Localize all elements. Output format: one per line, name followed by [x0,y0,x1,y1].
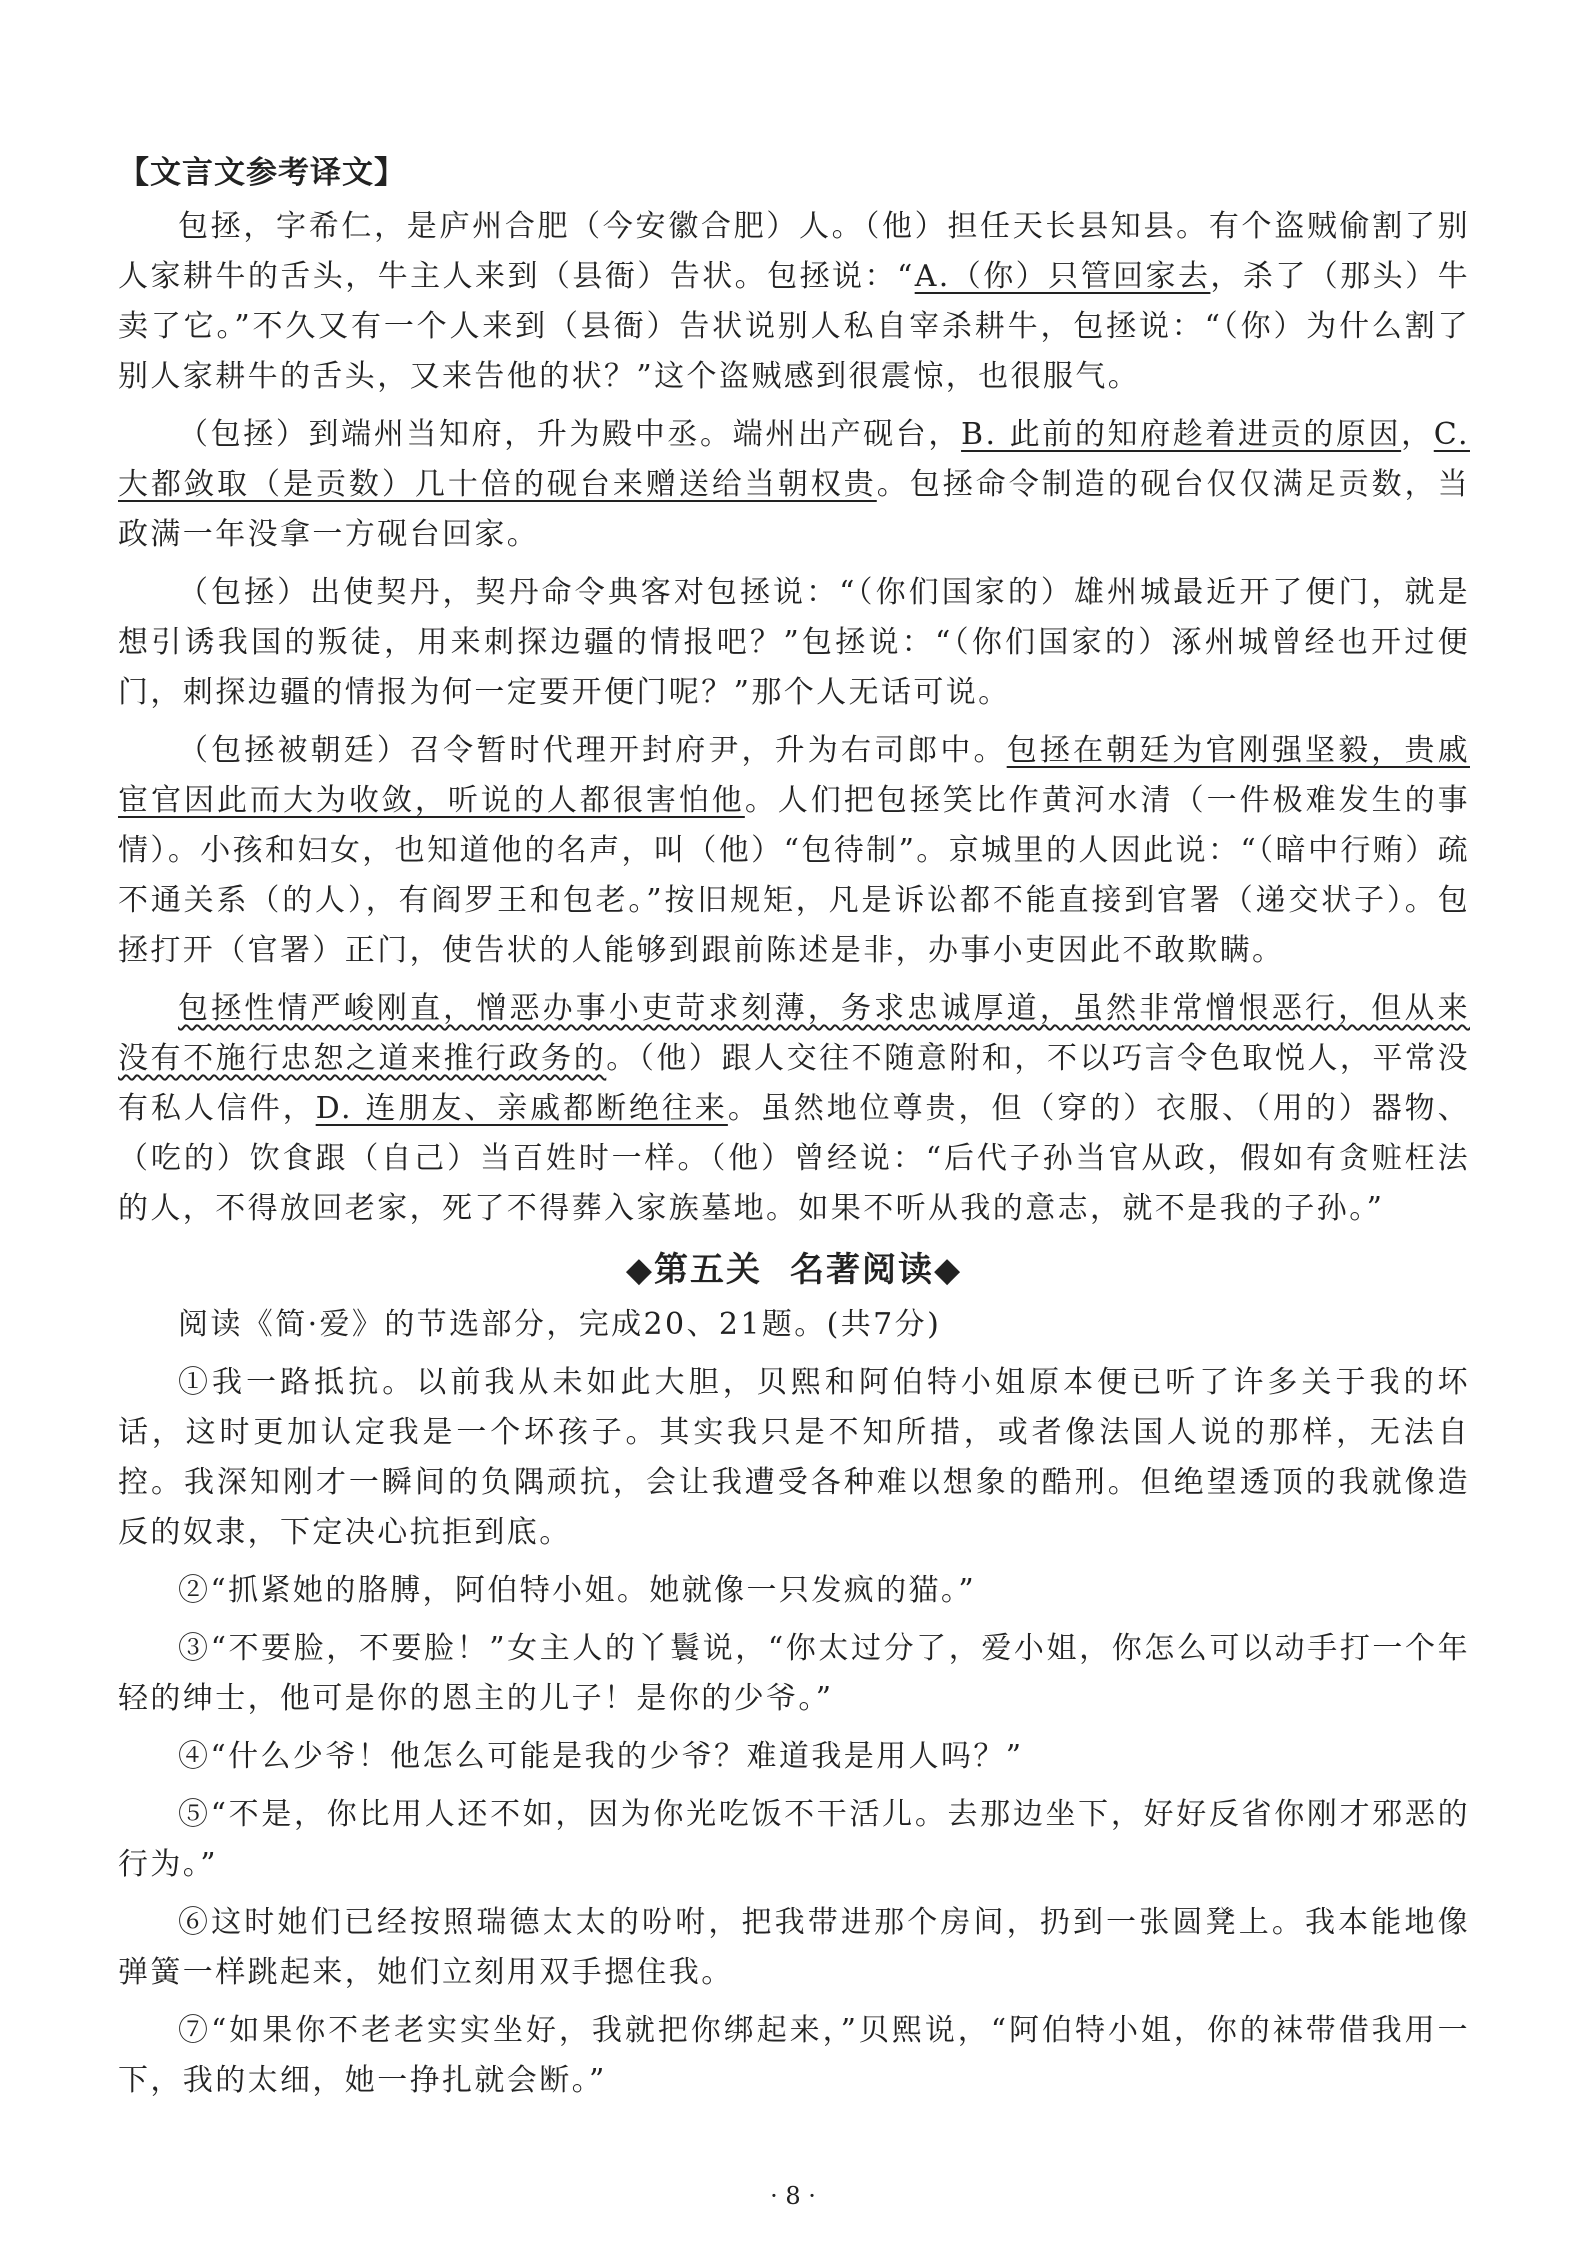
page-content [118,148,1470,2114]
translation-heading: 【文言文参考译文】 [118,155,406,191]
text-span: 。虽然地位尊贵，但（穿的）衣服、（用的）器物、（吃的）饮食跟（自己）当百姓时一样。（他）曾经说：“后代子孙当官从政，假如有贪赃枉法的人，不得放回老家，死了不得葬入家族墓地。如果不听从我的意志，就不是我的子孙。” [118,1091,1471,1226]
excerpt-paragraph-4: ④“什么少爷！他怎么可能是我的少爷？难道我是用人吗？” [178,1739,1024,1774]
text-span: ， [1401,417,1434,452]
text-span: ，杀了（那头）牛卖了它。”不久又有一个人来到（县衙）告状说别人私自宰杀耕牛，包拯说：“（你）为什么割了别人家耕牛的舌头，又来告他的状？”这个盗贼感到很震惊，也很服气。 [118,259,1470,394]
translation-paragraph-3: （包拯）出使契丹，契丹命令典客对包拯说：“（你们国家的）雄州城最近开了便门，就是想引诱我国的叛徒，用来刺探边疆的情报吧？”包拯说：“（你们国家的）涿州城曾经也开过便门，刺探边疆的情报为何一定要开便门呢？”那个人无话可说。 [118,575,1470,710]
wavy-underlined-sentence: 包拯性情严峻刚直，憎恶办事小吏苛求刻薄，务求忠诚厚道，虽然非常憎恨恶行，但从来没有不施行忠恕之道来推行政务的 [118,991,1470,1076]
underlined-phrase-c: C. 大都敛取（是贡数）几十倍的砚台来赠送给当朝权贵 [118,417,1470,502]
underlined-phrase-a: A.（你）只管回家去 [914,259,1211,294]
text-span: 。人们把包拯笑比作黄河水清（一件极难发生的事情）。小孩和妇女，也知道他的名声，叫（他）“包待制”。京城里的人因此说：“（暗中行贿）疏不通关系（的人），有阎罗王和包老。”按旧规矩，凡是诉讼都不能直接到官署（递交状子）。包拯打开（官署）正门，使告状的人能够到跟前陈述是非，办事小吏因此不敢欺瞒。 [118,783,1470,968]
section-title-left: ◆第五关 [625,1250,762,1290]
section-title [118,1242,1470,1298]
text-span: （包拯）到端州当知府，升为殿中丞。端州出产砚台， [178,417,962,452]
excerpt-paragraph-5: ⑤“不是，你比用人还不如，因为你光吃饭不干活儿。去那边坐下，好好反省你刚才邪恶的行为。” [118,1797,1470,1882]
text-span: （包拯被朝廷）召令暂时代理开封府尹，升为右司郎中。 [178,733,1007,768]
text-span: 。包拯命令制造的砚台仅仅满足贡数，当政满一年没拿一方砚台回家。 [118,467,1470,552]
section-title-right: 名著阅读◆ [790,1250,963,1290]
excerpt-paragraph-1: ①我一路抵抗。以前我从未如此大胆，贝熙和阿伯特小姐原本便已听了许多关于我的坏话，这时更加认定我是一个坏孩子。其实我只是不知所措，或者像法国人说的那样，无法自控。我深知刚才一瞬间的负隅顽抗，会让我遭受各种难以想象的酷刑。但绝望透顶的我就像造反的奴隶，下定决心抗拒到底。 [118,1365,1470,1550]
excerpt-paragraph-2: ②“抓紧她的胳膊，阿伯特小姐。她就像一只发疯的猫。” [178,1573,977,1608]
excerpt-paragraph-3: ③“不要脸，不要脸！”女主人的丫鬟说，“你太过分了，爱小姐，你怎么可以动手打一个年轻的绅士，他可是你的恩主的儿子！是你的少爷。” [118,1631,1470,1716]
excerpt-paragraph-7: ⑦“如果你不老老实实坐好，我就把你绑起来，”贝熙说，“阿伯特小姐，你的袜带借我用一下，我的太细，她一挣扎就会断。” [118,2013,1470,2098]
translation-paragraph-5 [118,984,1470,1234]
reading-instructions: 阅读《简·爱》的节选部分，完成20、21题。(共7分) [178,1307,942,1342]
underlined-sentence: 包拯在朝廷为官刚强坚毅，贵戚宦官因此而大为收敛，听说的人都很害怕他 [118,733,1470,818]
text-span: 包拯，字希仁，是庐州合肥（今安徽合肥）人。（他）担任天长县知县。有个盗贼偷割了别人家耕牛的舌头，牛主人来到（县衙）告状。包拯说：“ [118,209,1470,294]
underlined-phrase-b: B. 此前的知府趁着进贡的原因 [961,417,1402,452]
translation-paragraph-1 [118,202,1470,402]
page-number: · 8 · [770,2182,816,2210]
excerpt-paragraph-6: ⑥这时她们已经按照瑞德太太的吩咐，把我带进那个房间，扔到一张圆凳上。我本能地像弹簧一样跳起来，她们立刻用双手摁住我。 [118,1905,1470,1990]
text-span: 。（他）跟人交往不随意附和，不以巧言令色取悦人，平常没有私人信件， [118,1041,1470,1126]
translation-paragraph-2 [118,410,1470,560]
underlined-phrase-d: D. 连朋友、亲戚都断绝往来 [315,1091,728,1126]
translation-paragraph-4 [118,726,1470,976]
